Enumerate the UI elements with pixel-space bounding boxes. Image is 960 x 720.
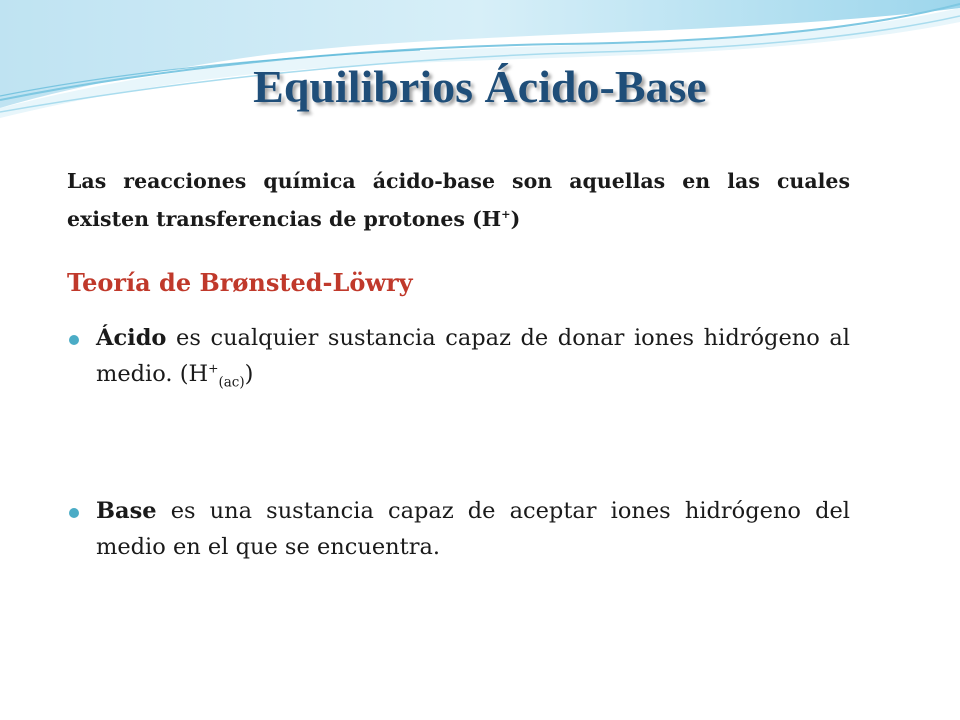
bullet-close: ) xyxy=(244,361,254,387)
bullet-subscript: (ac) xyxy=(218,374,245,391)
intro-text: Las reacciones química ácido-base son aquellas en las cuales existen transferencias de protones (H xyxy=(67,169,850,231)
bullet-term: Base xyxy=(96,498,157,524)
section-heading: Teoría de Brønsted-Löwry xyxy=(67,268,413,297)
bullet-acid xyxy=(96,320,850,392)
slide-title: Equilibrios Ácido-Base xyxy=(253,61,707,112)
intro-close: ) xyxy=(510,207,521,231)
bullet-text: es cualquier sustancia capaz de donar iones hidrógeno al medio. (H xyxy=(96,325,850,387)
bullet-text: es una sustancia capaz de aceptar iones hidrógeno del medio en el que se encuentra. xyxy=(96,498,850,560)
intro-paragraph xyxy=(67,162,850,238)
bullet-dot-icon xyxy=(69,335,79,345)
bullet-dot-icon xyxy=(69,508,79,518)
proton-superscript: + xyxy=(501,207,511,222)
bullet-term: Ácido xyxy=(96,325,167,351)
bullet-superscript: + xyxy=(208,361,219,376)
bullet-base xyxy=(96,493,850,565)
